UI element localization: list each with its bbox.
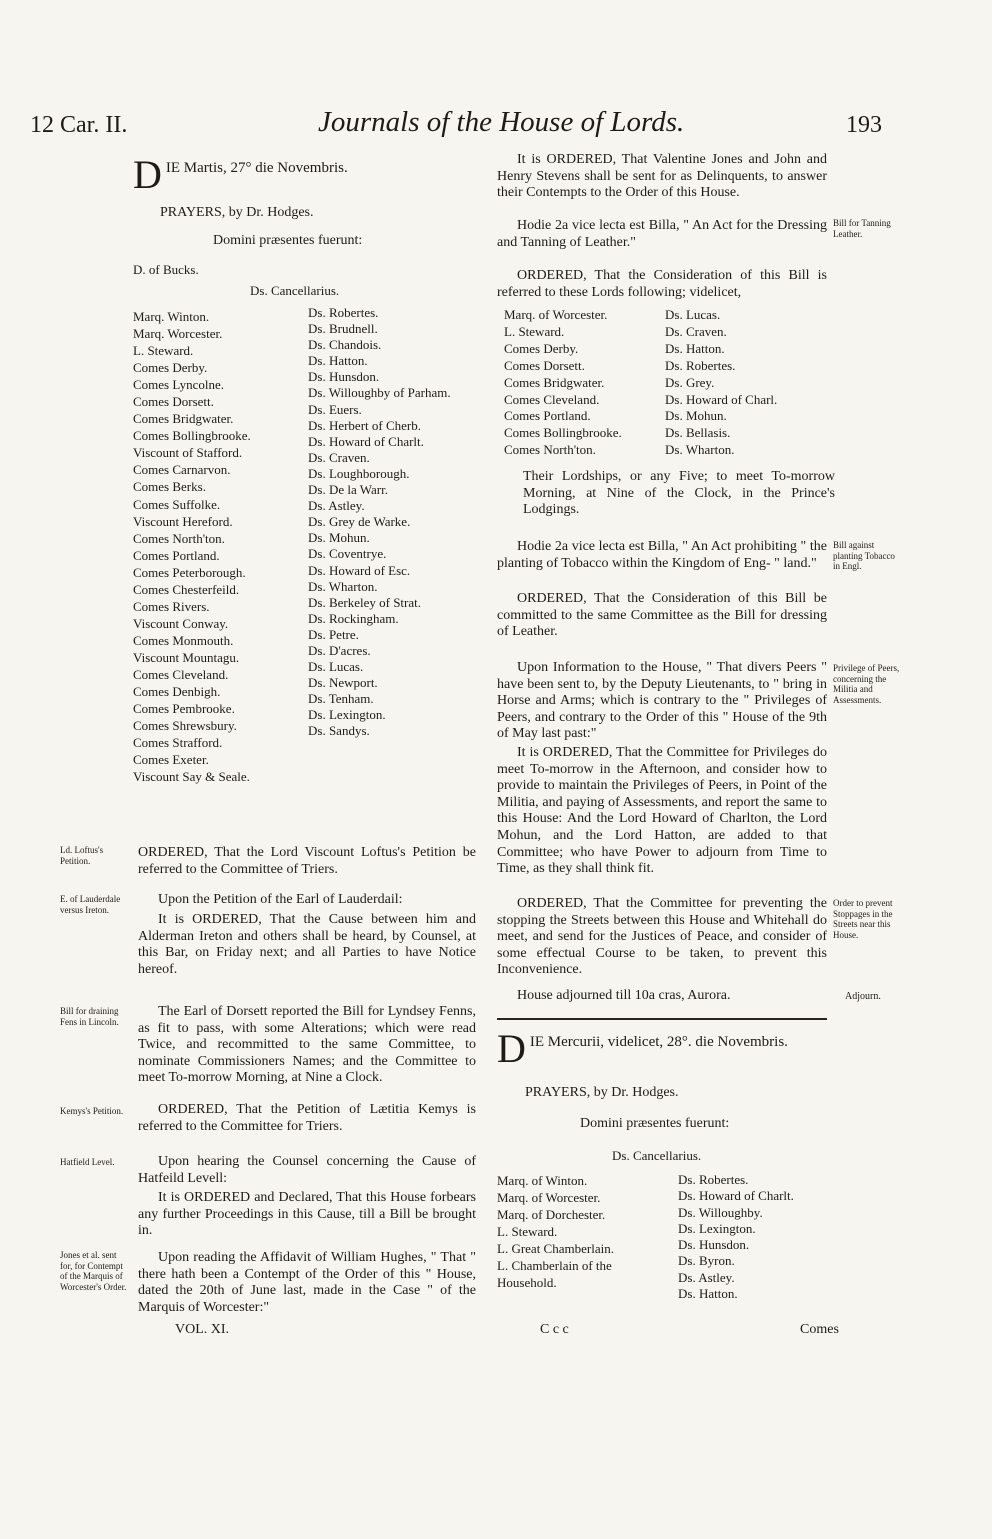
lord-name: Viscount Conway. <box>133 615 229 631</box>
margin-note-kemys: Kemys's Petition. <box>60 1106 124 1116</box>
committee-member: Ds. Wharton. <box>665 442 735 458</box>
entry-streets: ORDERED, That the Committee for preventing the stopping the Streets between this House and Whitehall do meet, and send for the Justices of Peace, and consider of some effectual Course to be taken, to prevent this Inconvenience. <box>497 896 827 978</box>
entry-fens: The Earl of Dorsett reported the Bill for Lyndsey Fenns, as fit to pass, with some Alterations; which were read Twice, and recommitted to the same Committee, to nominate Commissioners Names; and the Committee to meet To-morrow Morning, at Nine a Clock. <box>138 1004 476 1086</box>
margin-note-lauderdale: E. of Lauderdale versus Ireton. <box>60 894 121 915</box>
entry-adjourn: House adjourned till 10a cras, Aurora. <box>517 988 731 1003</box>
lord-name: Marq. Worcester. <box>133 326 223 342</box>
margin-note-privilege: Privilege of Peers, concerning the Militia and Assessments. <box>833 663 900 705</box>
margin-note-leather: Bill for Tanning Leather. <box>833 218 891 239</box>
lords-column-1 <box>133 308 251 785</box>
committee-column-2 <box>665 307 777 459</box>
lord-name: Comes Pembrooke. <box>133 701 235 717</box>
lord-name: Ds. Astley. <box>678 1269 735 1285</box>
lord-name: Ds. Lexington. <box>678 1220 756 1236</box>
lord-name: Marq. Winton. <box>133 309 210 324</box>
drop-cap-2: D <box>497 1026 526 1071</box>
committee-member: Ds. Lucas. <box>665 307 721 322</box>
lords-column-2 <box>308 305 451 740</box>
signature-mark: C c c <box>540 1322 569 1337</box>
lord-name: Comes Denbigh. <box>133 684 221 700</box>
lord-name: Ds. Tenham. <box>308 691 374 707</box>
committee-member: Comes North'ton. <box>504 442 596 458</box>
committee-member: Comes Derby. <box>504 340 579 356</box>
lord-name: Ds. Hatton. <box>678 1286 738 1302</box>
day-heading <box>133 152 463 197</box>
lord-name: Marq. of Dorchester. <box>497 1207 606 1222</box>
day2-column-2 <box>678 1172 794 1302</box>
section-rule <box>497 1018 827 1020</box>
chancellor-line: Ds. Cancellarius. <box>250 283 340 298</box>
committee-member: Comes Bollingbrooke. <box>504 425 622 441</box>
margin-note-jones: Jones et al. sent for, for Contempt of the Marquis of Worcester's Order. <box>60 1250 127 1292</box>
chancellor-line-2: Ds. Cancellarius. <box>612 1148 702 1163</box>
entry-privilege-order: It is ORDERED, That the Committee for Privileges do meet To-morrow in the Afternoon, and consider how to provide to maintain the Privileges of Peers, in Point of the Militia, and paying of Assessments, and report the same to this House: And the Lord Howard of Charlton, the Lord Mohun, and the Lord Hatton, are added to that Committee; who have Power to adjourn from Time to Time, as they shall think fit. <box>497 745 827 877</box>
lord-name: Ds. Sandys. <box>308 723 370 739</box>
lord-name: L. Steward. <box>497 1224 558 1239</box>
lord-name: Comes North'ton. <box>133 530 225 546</box>
margin-note-tobacco: Bill against planting Tobacco in Engl. <box>833 540 895 571</box>
lord-name: Comes Dorsett. <box>133 394 214 410</box>
lord-name: Comes Carnarvon. <box>133 462 231 478</box>
lord-name: Ds. De la Warr. <box>308 482 388 498</box>
lord-name: Comes Chesterfeild. <box>133 581 240 597</box>
prayers-line-2: PRAYERS, by Dr. Hodges. <box>525 1085 679 1100</box>
lord-name: Marq. of Worcester. <box>497 1190 601 1205</box>
lord-name: Ds. Craven. <box>308 449 370 465</box>
committee-member: Comes Bridgwater. <box>504 374 605 390</box>
entry-hatfield-a: Upon hearing the Counsel concerning the Cause of Hatfeild Levell: <box>138 1154 476 1186</box>
margin-note-streets: Order to prevent Stoppages in the Streets near this House. <box>833 898 893 940</box>
lord-name: Ds. Petre. <box>308 626 359 642</box>
lord-name: Ds. Mohun. <box>308 530 370 546</box>
lord-name: Comes Monmouth. <box>133 632 234 648</box>
committee-member: Ds. Grey. <box>665 374 715 390</box>
prayers-line: PRAYERS, by Dr. Hodges. <box>160 205 314 220</box>
drop-cap: D <box>133 152 162 197</box>
lord-name: Comes Suffolke. <box>133 496 221 512</box>
margin-note-adjourn: Adjourn. <box>845 991 881 1002</box>
lord-name: Ds. Howard of Esc. <box>308 562 411 578</box>
day2-heading-text: IE Mercurii, videlicet, 28°. die Novembris. <box>529 1034 788 1050</box>
entry-hatfield-b: It is ORDERED and Declared, That this House forbears any further Proceedings in this Cause, till a Bill be brought in. <box>138 1190 476 1239</box>
volume-mark: VOL. XI. <box>175 1322 230 1337</box>
present-line: Domini præsentes fuerunt: <box>213 233 363 248</box>
lord-name: Ds. Hunsdon. <box>678 1237 750 1253</box>
day2-heading <box>497 1026 832 1071</box>
committee-member: Ds. Craven. <box>665 323 727 339</box>
lord-name: Ds. Brudnell. <box>308 321 378 337</box>
lord-name: Ds. Lucas. <box>308 659 364 675</box>
lord-name: Ds. Howard of Charlt. <box>308 433 424 449</box>
present-line-2: Domini præsentes fuerunt: <box>580 1116 730 1131</box>
committee-member: Comes Cleveland. <box>504 391 600 407</box>
lord-name: Viscount Say & Seale. <box>133 769 250 785</box>
margin-note-fens: Bill for draining Fens in Lincoln. <box>60 1006 119 1027</box>
entry-bill-tobacco: Hodie 2a vice lecta est Billa, " An Act prohibiting " the planting of Tobacco within the Kingdom of Eng- " land." <box>497 539 827 571</box>
lord-name: Household. <box>497 1275 557 1290</box>
lord-name: Ds. Lexington. <box>308 707 386 723</box>
entry-lordships-meet: Their Lordships, or any Five; to meet To-morrow Morning, at Nine of the Clock, in the Prince's Lodgings. <box>523 469 835 518</box>
committee-member: Ds. Bellasis. <box>665 425 731 441</box>
lord-name: Ds. Herbert of Cherb. <box>308 417 421 433</box>
committee-member: Comes Dorsett. <box>504 357 585 373</box>
entry-delinquents: It is ORDERED, That Valentine Jones and John and Henry Stevens shall be sent for as Delinquents, to answer their Contempts to the Order of this House. <box>497 152 827 201</box>
lord-name: Comes Cleveland. <box>133 666 229 682</box>
lord-name: Ds. Loughborough. <box>308 465 410 481</box>
lord-name: Comes Exeter. <box>133 752 209 768</box>
lord-name: L. Chamberlain of the <box>497 1258 612 1273</box>
lord-name: Ds. Willoughby. <box>678 1204 763 1220</box>
day-heading-text: IE Martis, 27° die Novembris. <box>165 160 348 176</box>
lord-name: Ds. D'acres. <box>308 642 371 658</box>
lord-name: Ds. Chandois. <box>308 337 382 353</box>
entry-privilege-info: Upon Information to the House, " That divers Peers " have been sent to, by the Deputy Lieutenants, to " bring in Horse and Arms; which is contrary to the " Privileges of Peers, and contrary to the Order of this " House of the 9th of May last past:" <box>497 660 827 742</box>
day2-column-1 <box>497 1172 614 1291</box>
lord-name: Ds. Coventrye. <box>308 546 387 562</box>
entry-hughes: Upon reading the Affidavit of William Hughes, " That " there hath been a Contempt of the Order of this " House, dated the 20th of June last, made in the Case " of the Marquis of Worcester:" <box>138 1250 476 1315</box>
lord-name: Comes Strafford. <box>133 735 223 751</box>
margin-note-loftus: Ld. Loftus's Petition. <box>60 845 104 866</box>
lord-name: Ds. Astley. <box>308 498 365 514</box>
committee-member: L. Steward. <box>504 323 565 339</box>
lord-name: Comes Peterborough. <box>133 564 246 580</box>
lord-name: Comes Bridgwater. <box>133 411 234 427</box>
reign-header: 12 Car. II. <box>30 112 128 138</box>
duke-line: D. of Bucks. <box>133 262 199 277</box>
committee-member: Ds. Mohun. <box>665 408 727 424</box>
lord-name: Comes Rivers. <box>133 598 210 614</box>
lord-name: Ds. Euers. <box>308 401 362 417</box>
committee-column-1 <box>504 307 622 459</box>
lord-name: Ds. Hatton. <box>308 353 368 369</box>
entry-loftus: ORDERED, That the Lord Viscount Loftus's Petition be referred to the Committee of Triers. <box>138 845 476 877</box>
committee-member: Marq. of Worcester. <box>504 307 608 322</box>
entry-consideration-2: ORDERED, That the Consideration of this Bill be committed to the same Committee as the Bill for dressing of Leather. <box>497 591 827 640</box>
entry-bill-leather: Hodie 2a vice lecta est Billa, " An Act for the Dressing and Tanning of Leather." <box>497 218 827 250</box>
lord-name: Comes Derby. <box>133 360 208 376</box>
lord-name: Ds. Rockingham. <box>308 610 399 626</box>
lord-name: Marq. of Winton. <box>497 1173 588 1188</box>
lord-name: Ds. Robertes. <box>678 1172 749 1187</box>
lord-name: Ds. Howard of Charlt. <box>678 1188 794 1204</box>
journal-title: Journals of the House of Lords. <box>318 106 685 138</box>
lord-name: Viscount Hereford. <box>133 513 233 529</box>
lord-name: Ds. Wharton. <box>308 578 378 594</box>
lord-name: Viscount of Stafford. <box>133 445 243 461</box>
committee-member: Comes Portland. <box>504 408 591 424</box>
entry-lauderdale-a: Upon the Petition of the Earl of Lauderdail: <box>158 892 403 907</box>
lord-name: L. Great Chamberlain. <box>497 1241 614 1256</box>
committee-member: Ds. Hatton. <box>665 340 725 356</box>
lord-name: Ds. Hunsdon. <box>308 369 380 385</box>
margin-note-hatfield: Hatfield Level. <box>60 1157 115 1167</box>
lord-name: Comes Bollingbrooke. <box>133 428 251 444</box>
catchword: Comes <box>800 1322 839 1337</box>
lord-name: Ds. Grey de Warke. <box>308 514 411 530</box>
lord-name: Comes Portland. <box>133 547 220 563</box>
lord-name: Ds. Byron. <box>678 1253 735 1269</box>
lord-name: Ds. Berkeley of Strat. <box>308 594 422 610</box>
lord-name: Comes Shrewsbury. <box>133 718 237 734</box>
lord-name: Viscount Mountagu. <box>133 649 240 665</box>
committee-member: Ds. Robertes. <box>665 357 736 373</box>
entry-consideration-1: ORDERED, That the Consideration of this Bill is referred to these Lords following; videlicet, <box>497 268 827 300</box>
lord-name: Ds. Robertes. <box>308 305 379 320</box>
lord-name: Ds. Newport. <box>308 675 378 691</box>
lord-name: Comes Berks. <box>133 479 206 495</box>
committee-member: Ds. Howard of Charl. <box>665 391 778 407</box>
lord-name: Comes Lyncolne. <box>133 377 224 393</box>
entry-lauderdale-b: It is ORDERED, That the Cause between him and Alderman Ireton and others shall be heard, by Counsel, at this Bar, on Friday next; and all Parties to have Notice hereof. <box>138 912 476 977</box>
entry-kemys: ORDERED, That the Petition of Lætitia Kemys is referred to the Committee for Triers. <box>138 1102 476 1134</box>
lord-name: Ds. Willoughby of Parham. <box>308 385 451 401</box>
page-number: 193 <box>846 112 882 138</box>
lord-name: L. Steward. <box>133 343 194 359</box>
